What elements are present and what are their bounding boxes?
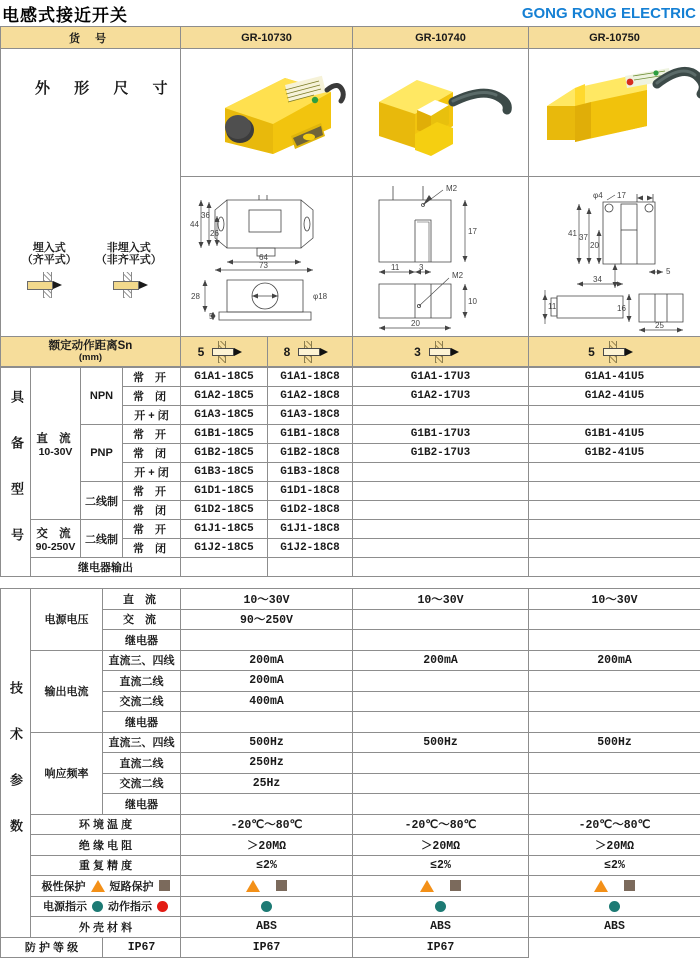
part-header-label: 货 号 xyxy=(1,27,181,49)
tech-value: 250Hz xyxy=(181,753,353,774)
tech-value: ABS xyxy=(353,917,529,938)
non-flush-mount-icon xyxy=(99,272,159,298)
tech-value: 200mA xyxy=(353,650,529,671)
sn-label-line1: 额定动作距离Sn xyxy=(48,339,133,352)
svg-text:17: 17 xyxy=(617,190,626,200)
part-number-header-row xyxy=(1,27,700,49)
tech-value xyxy=(529,609,700,630)
model-code: G1A1-17U3 xyxy=(353,368,529,387)
model-row-dc2w-no xyxy=(1,482,700,501)
technical-parameters-table xyxy=(0,588,700,958)
tech-value xyxy=(353,753,529,774)
page-header xyxy=(0,0,700,26)
tech-sub-label: 直流三、四线 xyxy=(103,650,181,671)
triangle-icon xyxy=(594,880,608,892)
svg-text:φ18: φ18 xyxy=(313,291,328,301)
tech-value: 10～30V xyxy=(529,589,700,610)
svg-text:17: 17 xyxy=(468,226,477,236)
tech-row-freq-ac2 xyxy=(1,773,700,794)
svg-text:20: 20 xyxy=(590,240,599,250)
sn-number: 5 xyxy=(588,344,595,359)
model-code: G1B3-18C8 xyxy=(268,463,353,482)
tech-value xyxy=(353,630,529,651)
non-flush-mount-icon-small xyxy=(294,341,336,363)
contact-type: 常 闭 xyxy=(123,539,181,558)
tech-row-protection-grade xyxy=(1,937,700,958)
contact-type: 常 开 xyxy=(123,425,181,444)
contact-type: 常 开 xyxy=(123,520,181,539)
green-dot-icon xyxy=(609,901,620,912)
flush-mount-icon xyxy=(19,272,79,298)
dimension-drawing-gr10750 xyxy=(529,177,700,337)
contact-type: 常 闭 xyxy=(123,444,181,463)
output-type-two-wire-ac: 二线制 xyxy=(81,520,123,558)
contact-type: 常 闭 xyxy=(123,501,181,520)
tech-row-repeat-accuracy xyxy=(1,855,700,876)
tech-value xyxy=(353,609,529,630)
dc-label-2: 10-30V xyxy=(38,445,73,458)
tech-value: 10～30V xyxy=(181,589,353,610)
model-code: G1A2-18C8 xyxy=(268,387,353,406)
tech-label: 重 复 精 度 xyxy=(31,855,181,876)
svg-text:64: 64 xyxy=(259,252,268,262)
model-code: G1J2-18C5 xyxy=(181,539,268,558)
model-code xyxy=(353,463,529,482)
model-code xyxy=(353,539,529,558)
triangle-icon xyxy=(91,880,105,892)
tech-value: 400mA xyxy=(181,691,353,712)
model-code xyxy=(529,463,700,482)
svg-text:10: 10 xyxy=(468,296,477,306)
sn-number: 5 xyxy=(197,344,205,359)
tech-sub-label: 继电器 xyxy=(103,630,181,651)
svg-text:5: 5 xyxy=(209,311,214,321)
protection-icons-gr10740 xyxy=(353,876,529,897)
contact-type: 常 闭 xyxy=(123,387,181,406)
brand-logo-text: GONG RONG ELECTRIC xyxy=(521,4,696,22)
tech-row-freq-relay xyxy=(1,794,700,815)
part-number-gr10730: GR-10730 xyxy=(181,27,353,49)
sn-label-cell xyxy=(1,337,181,367)
mount-flush-label-1: 埋入式 xyxy=(32,241,66,254)
tech-value: ＞20MΩ xyxy=(181,835,353,856)
tech-value: IP67 xyxy=(103,937,181,958)
svg-text:44: 44 xyxy=(190,219,199,229)
tech-row-supply-ac xyxy=(1,609,700,630)
svg-text:20: 20 xyxy=(411,318,420,328)
tech-value xyxy=(529,671,700,692)
dimension-drawing-gr10740 xyxy=(353,177,529,337)
part-number-gr10740: GR-10740 xyxy=(353,27,529,49)
tech-value: 10～30V xyxy=(353,589,529,610)
polarity-protection-label: 极性保护 xyxy=(41,880,86,893)
short-circuit-protection-label: 短路保护 xyxy=(109,880,154,893)
contact-type: 开 + 闭 xyxy=(123,463,181,482)
model-row-relay-output xyxy=(1,558,700,577)
sensing-distance-row xyxy=(1,337,700,367)
model-code xyxy=(353,482,529,501)
dc-label-1: 直 流 xyxy=(36,432,75,445)
model-code: G1J2-18C8 xyxy=(268,539,353,558)
model-row-npn-no xyxy=(1,368,700,387)
tech-label: 环 境 温 度 xyxy=(31,814,181,835)
triangle-icon xyxy=(246,880,260,892)
svg-text:36: 36 xyxy=(201,210,210,220)
square-icon xyxy=(159,880,170,891)
tech-row-supply-dc xyxy=(1,589,700,610)
triangle-icon xyxy=(420,880,434,892)
model-code xyxy=(353,501,529,520)
tech-row-insulation-resistance xyxy=(1,835,700,856)
model-code: G1B1-18C8 xyxy=(268,425,353,444)
action-indicator-label: 动作指示 xyxy=(108,901,152,914)
mount-nonflush-label-1: 非埋入式 xyxy=(106,241,151,254)
model-code: G1B2-18C5 xyxy=(181,444,268,463)
svg-text:28: 28 xyxy=(191,291,200,301)
model-code: G1B2-17U3 xyxy=(353,444,529,463)
model-code xyxy=(529,558,700,577)
contact-type: 常 开 xyxy=(123,482,181,501)
model-code xyxy=(268,558,353,577)
svg-text:25: 25 xyxy=(655,320,664,330)
tech-row-indicators xyxy=(1,896,700,917)
mount-nonflush-label-2: （非齐平式） xyxy=(95,254,162,267)
tech-sub-label: 交流二线 xyxy=(103,773,181,794)
ac-supply-label xyxy=(31,520,81,558)
tech-value xyxy=(529,773,700,794)
tech-value xyxy=(529,753,700,774)
output-type-pnp: PNP xyxy=(81,425,123,482)
tech-label: 绝 缘 电 阻 xyxy=(31,835,181,856)
tech-value: ABS xyxy=(181,917,353,938)
tech-value xyxy=(353,794,529,815)
mount-flush-label-2: （齐平式） xyxy=(21,254,77,267)
tech-value xyxy=(181,630,353,651)
model-code: G1A3-18C5 xyxy=(181,406,268,425)
model-code: G1D2-18C5 xyxy=(181,501,268,520)
svg-text:M2: M2 xyxy=(446,183,458,193)
model-code: G1B2-41U5 xyxy=(529,444,700,463)
mount-nonflush xyxy=(96,242,162,298)
svg-text:37: 37 xyxy=(579,232,588,242)
product-overview-table xyxy=(0,26,700,367)
indicator-icons-gr10730 xyxy=(181,896,353,917)
tech-group-output-current: 输出电流 xyxy=(31,650,103,732)
model-code xyxy=(353,520,529,539)
protection-label-cell xyxy=(31,876,181,897)
sn-label-line2: (mm) xyxy=(78,351,103,363)
model-row-ac2w-no xyxy=(1,520,700,539)
tech-value xyxy=(353,712,529,733)
indicator-label-cell xyxy=(31,896,181,917)
model-number-table xyxy=(0,367,700,577)
ac-label-1: 交 流 xyxy=(36,527,75,540)
model-code: G1A2-17U3 xyxy=(353,387,529,406)
protection-icons-gr10750 xyxy=(529,876,700,897)
contact-type: 开 + 闭 xyxy=(123,406,181,425)
model-code xyxy=(529,501,700,520)
tech-value xyxy=(529,691,700,712)
model-code: G1A1-18C8 xyxy=(268,368,353,387)
outline-heading: 外 形 尺 寸 xyxy=(35,80,178,97)
tech-value xyxy=(353,773,529,794)
svg-text:26: 26 xyxy=(210,228,219,238)
tech-value xyxy=(181,794,353,815)
tech-row-protection-features xyxy=(1,876,700,897)
tech-value xyxy=(529,712,700,733)
model-section-label-text: 具 备 型 号 xyxy=(8,390,23,550)
tech-sub-label: 交 流 xyxy=(103,609,181,630)
mount-type-legend xyxy=(1,242,180,298)
model-code: G1B3-18C5 xyxy=(181,463,268,482)
model-code xyxy=(529,520,700,539)
model-code xyxy=(181,558,268,577)
model-section-label xyxy=(1,368,31,577)
model-code: G1B1-17U3 xyxy=(353,425,529,444)
model-code: G1D1-18C5 xyxy=(181,482,268,501)
tech-group-supply-voltage: 电源电压 xyxy=(31,589,103,651)
model-code xyxy=(529,406,700,425)
green-dot-icon xyxy=(435,901,446,912)
model-row-pnp-no xyxy=(1,425,700,444)
dimension-drawing-gr10730 xyxy=(181,177,353,337)
svg-text:5: 5 xyxy=(666,266,671,276)
tech-row-ambient-temperature xyxy=(1,814,700,835)
flush-mount-icon-small xyxy=(599,341,641,363)
model-code: G1D2-18C8 xyxy=(268,501,353,520)
output-type-npn: NPN xyxy=(81,368,123,425)
model-code: G1A2-18C5 xyxy=(181,387,268,406)
tech-value: 200mA xyxy=(181,650,353,671)
svg-text:3: 3 xyxy=(419,262,424,272)
model-code: G1B1-18C5 xyxy=(181,425,268,444)
tech-value: 200mA xyxy=(529,650,700,671)
model-code xyxy=(529,539,700,558)
flush-mount-icon-small xyxy=(425,341,467,363)
tech-row-current-dc34 xyxy=(1,650,700,671)
sn-number: 8 xyxy=(283,344,291,359)
tech-value: -20℃～80℃ xyxy=(181,814,353,835)
tech-sub-label: 交流二线 xyxy=(103,691,181,712)
tech-section-label-text: 技 术 参 数 xyxy=(8,681,23,842)
tech-label: 外 壳 材 料 xyxy=(31,917,181,938)
tech-value: ≤2% xyxy=(353,855,529,876)
tech-value: ABS xyxy=(529,917,700,938)
square-icon xyxy=(276,880,287,891)
page-title: 电感式接近开关 xyxy=(2,5,128,25)
contact-type: 常 开 xyxy=(123,368,181,387)
tech-section-label xyxy=(1,589,31,938)
product-photo-gr10730 xyxy=(181,49,353,177)
tech-value: -20℃～80℃ xyxy=(353,814,529,835)
svg-text:34: 34 xyxy=(593,274,602,284)
indicator-icons-gr10750 xyxy=(529,896,700,917)
output-type-two-wire-dc: 二线制 xyxy=(81,482,123,520)
tech-value xyxy=(353,691,529,712)
tech-group-response-frequency: 响应频率 xyxy=(31,732,103,814)
sn-number: 3 xyxy=(414,344,421,359)
model-code: G1B2-18C8 xyxy=(268,444,353,463)
tech-sub-label: 直 流 xyxy=(103,589,181,610)
model-code xyxy=(353,558,529,577)
tech-value: 500Hz xyxy=(181,732,353,753)
model-code: G1A1-41U5 xyxy=(529,368,700,387)
tech-label: 防 护 等 级 xyxy=(1,937,103,958)
tech-sub-label: 继电器 xyxy=(103,794,181,815)
green-dot-icon xyxy=(261,901,272,912)
tech-sub-label: 直流三、四线 xyxy=(103,732,181,753)
tech-value: 25Hz xyxy=(181,773,353,794)
tech-row-current-dc2 xyxy=(1,671,700,692)
model-code: G1A1-18C5 xyxy=(181,368,268,387)
square-icon xyxy=(624,880,635,891)
indicator-icons-gr10740 xyxy=(353,896,529,917)
tech-sub-label: 继电器 xyxy=(103,712,181,733)
protection-icons-gr10730 xyxy=(181,876,353,897)
svg-text:φ4: φ4 xyxy=(593,190,603,200)
model-code: G1A2-41U5 xyxy=(529,387,700,406)
power-indicator-label: 电源指示 xyxy=(43,901,87,914)
tech-row-housing-material xyxy=(1,917,700,938)
svg-text:11: 11 xyxy=(391,262,400,272)
tech-row-current-relay xyxy=(1,712,700,733)
tech-value: -20℃～80℃ xyxy=(529,814,700,835)
model-code: G1J1-18C5 xyxy=(181,520,268,539)
red-dot-icon xyxy=(157,901,168,912)
tech-value: ≤2% xyxy=(181,855,353,876)
tech-value: 90～250V xyxy=(181,609,353,630)
tech-value: ＞20MΩ xyxy=(353,835,529,856)
tech-value: 200mA xyxy=(181,671,353,692)
tech-value: ＞20MΩ xyxy=(529,835,700,856)
svg-text:11: 11 xyxy=(548,301,557,311)
product-photo-row xyxy=(1,49,700,177)
dc-supply-label xyxy=(31,368,81,520)
tech-sub-label: 直流二线 xyxy=(103,671,181,692)
ac-label-2: 90-250V xyxy=(35,540,76,553)
svg-text:41: 41 xyxy=(568,228,577,238)
tech-value: IP67 xyxy=(353,937,529,958)
outline-dimension-label-cell xyxy=(1,49,181,337)
tech-value xyxy=(181,712,353,733)
square-icon xyxy=(450,880,461,891)
sn-value-gr10750 xyxy=(529,337,700,367)
mount-flush xyxy=(19,242,79,298)
sn-value-gr10730-flush xyxy=(181,337,268,367)
model-code xyxy=(529,482,700,501)
model-code: G1D1-18C8 xyxy=(268,482,353,501)
tech-value: ≤2% xyxy=(529,855,700,876)
model-code xyxy=(353,406,529,425)
sn-value-gr10730-nonflush xyxy=(268,337,353,367)
product-photo-gr10750 xyxy=(529,49,700,177)
svg-text:16: 16 xyxy=(617,303,626,313)
tech-value: 500Hz xyxy=(529,732,700,753)
svg-text:M2: M2 xyxy=(452,270,464,280)
tech-value: 500Hz xyxy=(353,732,529,753)
relay-output-label: 继电器输出 xyxy=(31,558,181,577)
tech-row-freq-dc2 xyxy=(1,753,700,774)
svg-text:73: 73 xyxy=(259,260,268,270)
flush-mount-icon-small xyxy=(208,341,250,363)
product-photo-gr10740 xyxy=(353,49,529,177)
green-dot-icon xyxy=(92,901,103,912)
tech-row-freq-dc34 xyxy=(1,732,700,753)
tech-value: IP67 xyxy=(181,937,353,958)
tech-value xyxy=(529,794,700,815)
tech-row-supply-relay xyxy=(1,630,700,651)
model-code: G1B1-41U5 xyxy=(529,425,700,444)
model-code: G1J1-18C8 xyxy=(268,520,353,539)
tech-value xyxy=(529,630,700,651)
tech-value xyxy=(353,671,529,692)
model-code: G1A3-18C8 xyxy=(268,406,353,425)
part-number-gr10750: GR-10750 xyxy=(529,27,700,49)
sn-value-gr10740 xyxy=(353,337,529,367)
tech-sub-label: 直流二线 xyxy=(103,753,181,774)
tech-row-current-ac2 xyxy=(1,691,700,712)
